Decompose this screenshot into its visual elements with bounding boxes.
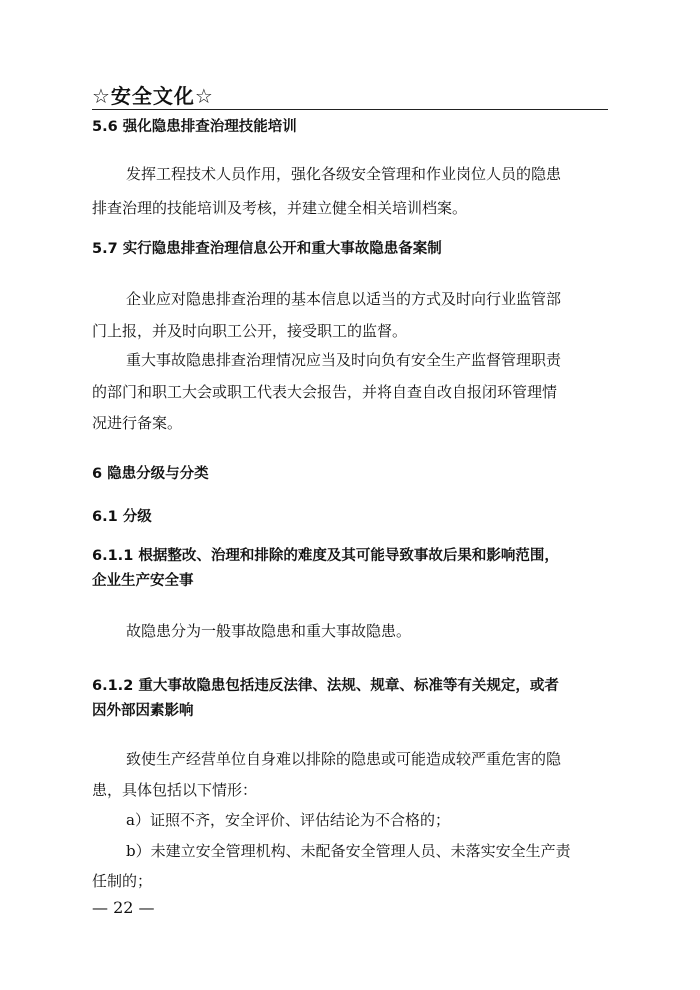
paragraph-5-6-line-1: 发挥工程技术人员作用，强化各级安全管理和作业岗位人员的隐患: [126, 165, 562, 183]
paragraph-5-7-a-line-1: 企业应对隐患排查治理的基本信息以适当的方式及时向行业监管部: [126, 290, 562, 308]
heading-6-1: 6.1 分级: [92, 509, 152, 525]
list-item-b-line-2: 任制的；: [92, 872, 153, 890]
paragraph-5-7-b-line-3: 况进行备案。: [92, 414, 183, 432]
header-title: ☆安全文化☆: [92, 84, 214, 108]
heading-5-6: 5.6 强化隐患排查治理技能培训: [92, 119, 297, 135]
page-header: [92, 78, 608, 112]
heading-6-1-1-line-2: 企业生产安全事: [92, 573, 194, 589]
header-rule: [92, 109, 608, 110]
page-number: — 22 —: [92, 898, 155, 917]
list-item-a: a）证照不齐，安全评价、评估结论为不合格的；: [126, 811, 450, 829]
paragraph-5-7-b-line-2: 的部门和职工大会或职工代表大会报告，并将自查自改自报闭环管理情: [92, 383, 558, 401]
heading-6: 6 隐患分级与分类: [92, 466, 209, 482]
list-item-b-line-1: b）未建立安全管理机构、未配备安全管理人员、未落实安全生产责: [126, 842, 571, 860]
paragraph-5-7-a-line-2: 门上报，并及时向职工公开，接受职工的监督。: [92, 322, 408, 340]
paragraph-6-1-2-line-2: 患，具体包括以下情形：: [92, 781, 258, 799]
heading-6-1-1-line-1: 6.1.1 根据整改、治理和排除的难度及其可能导致事故后果和影响范围，: [92, 548, 559, 564]
paragraph-6-1-2-line-1: 致使生产经营单位自身难以排除的隐患或可能造成较严重危害的隐: [126, 750, 562, 768]
paragraph-6-1-1-line-1: 故隐患分为一般事故隐患和重大事故隐患。: [126, 622, 412, 640]
paragraph-5-7-b-line-1: 重大事故隐患排查治理情况应当及时向负有安全生产监督管理职责: [126, 351, 562, 369]
heading-5-7: 5.7 实行隐患排查治理信息公开和重大事故隐患备案制: [92, 241, 442, 257]
heading-6-1-2-line-1: 6.1.2 重大事故隐患包括违反法律、法规、规章、标准等有关规定，或者: [92, 678, 559, 694]
paragraph-5-6-line-2: 排查治理的技能培训及考核，并建立健全相关培训档案。: [92, 199, 468, 217]
heading-6-1-2-line-2: 因外部因素影响: [92, 703, 194, 719]
